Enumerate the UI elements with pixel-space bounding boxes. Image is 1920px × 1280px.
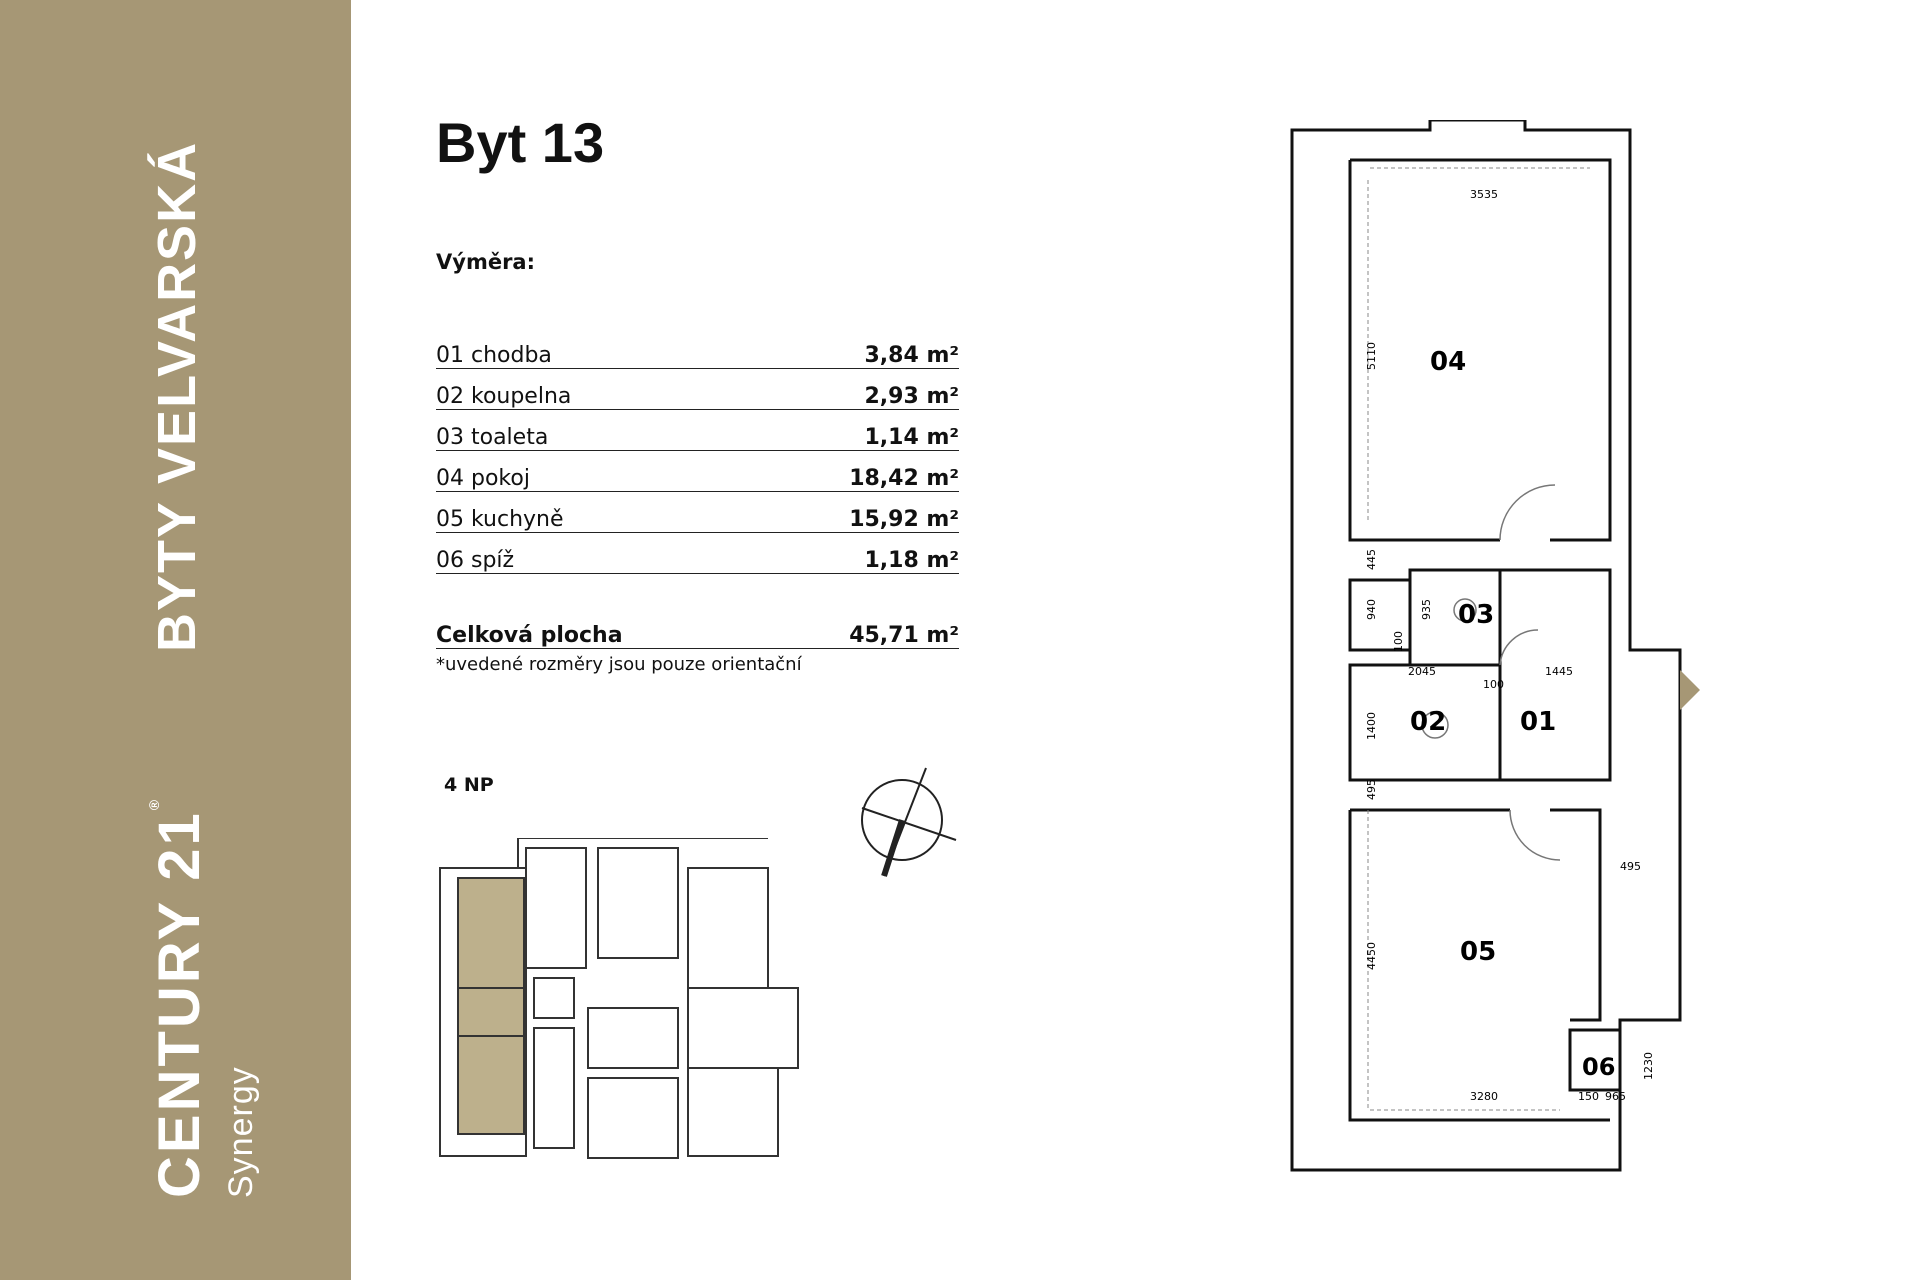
floor-plan [1280, 120, 1720, 1180]
dimension-label: 150 [1578, 1090, 1599, 1103]
dimension-label: 965 [1605, 1090, 1626, 1103]
room-name: 02 koupelna [436, 384, 572, 409]
highlight-room [458, 878, 524, 988]
total-area-value: 45,71 m² [849, 623, 959, 648]
dimension-label: 935 [1420, 599, 1433, 620]
dimension-label: 100 [1483, 678, 1504, 691]
room-area: 3,84 m² [864, 343, 959, 368]
room-row [436, 328, 959, 369]
room-area: 15,92 m² [849, 507, 959, 532]
highlight-room [458, 1036, 524, 1134]
total-area-label: Celková plocha [436, 623, 623, 648]
room-label: 01 [1520, 707, 1557, 737]
project-name: BYTY VELVARSKÁ [147, 140, 207, 652]
dimension-label: 2045 [1408, 665, 1436, 678]
highlight-room [458, 988, 524, 1036]
room-row [436, 410, 959, 451]
room-label: 04 [1430, 347, 1467, 377]
room-area-table [436, 328, 959, 574]
dimension-label: 1230 [1642, 1052, 1655, 1080]
dimension-label: 4450 [1365, 942, 1378, 970]
room-row [436, 369, 959, 410]
room-area: 1,14 m² [864, 425, 959, 450]
dimension-label: 1400 [1365, 712, 1378, 740]
room-name: 03 toaleta [436, 425, 549, 450]
entrance-arrow-icon [1680, 670, 1700, 710]
dimension-label: 445 [1365, 549, 1378, 570]
room-label: 03 [1458, 600, 1495, 630]
dimension-label: 3280 [1470, 1090, 1498, 1103]
dimension-label: 5110 [1365, 342, 1378, 370]
room-row [436, 533, 959, 574]
dimension-label: 940 [1365, 599, 1378, 620]
brand-logo [146, 800, 213, 1198]
room-name: 04 pokoj [436, 466, 530, 491]
brand-name: CENTURY 21 [147, 810, 212, 1198]
compass-icon [850, 760, 970, 880]
room-name: 01 chodba [436, 343, 552, 368]
dimension-label: 495 [1620, 860, 1641, 873]
page-title: Byt 13 [436, 111, 605, 174]
brand-registered-mark: ® [146, 799, 162, 811]
dimension-label: 1445 [1545, 665, 1573, 678]
brand-office: Synergy [222, 1066, 260, 1198]
room-area: 2,93 m² [864, 384, 959, 409]
sidebar [0, 0, 351, 1280]
area-section-label: Výměra: [436, 250, 535, 274]
room-area: 18,42 m² [849, 466, 959, 491]
dimension-label: 100 [1392, 631, 1405, 652]
room-row [436, 451, 959, 492]
dimension-label: 3535 [1470, 188, 1498, 201]
total-area-row [436, 614, 959, 649]
key-plan [438, 838, 818, 1166]
room-area: 1,18 m² [864, 548, 959, 573]
room-label: 05 [1460, 937, 1497, 967]
disclaimer-note: *uvedené rozměry jsou pouze orientační [436, 654, 802, 675]
room-label: 02 [1410, 707, 1447, 737]
floor-label: 4 NP [444, 774, 494, 796]
room-name: 05 kuchyně [436, 507, 564, 532]
room-name: 06 spíž [436, 548, 515, 573]
dimension-label: 495 [1365, 779, 1378, 800]
room-row [436, 492, 959, 533]
room-label: 06 [1582, 1053, 1616, 1081]
